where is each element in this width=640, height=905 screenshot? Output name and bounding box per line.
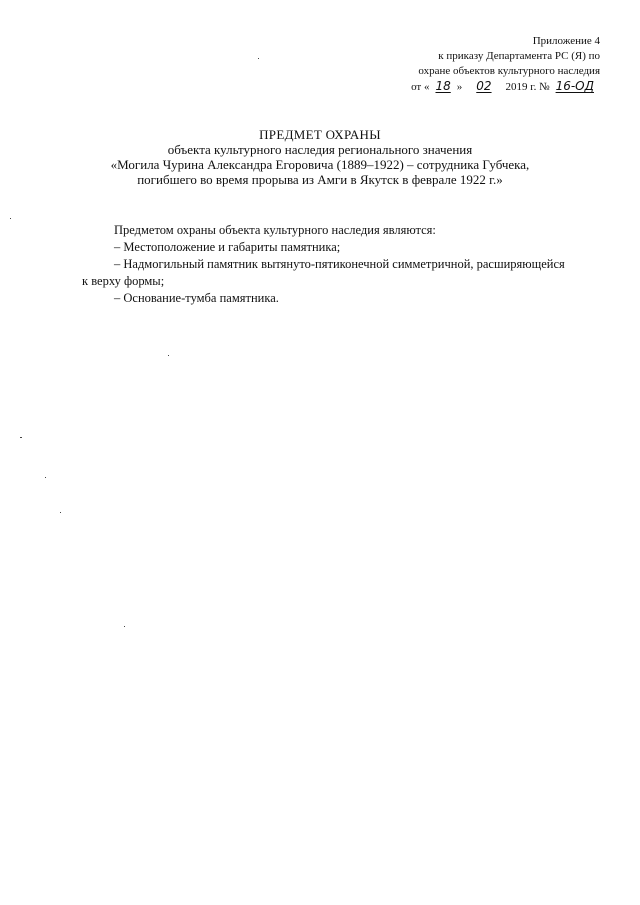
- list-item-base: – Основание-тумба памятника.: [114, 291, 279, 305]
- scan-speck: [60, 512, 61, 513]
- list-item-location: – Местоположение и габариты памятника;: [114, 240, 341, 254]
- date-prefix: от «: [411, 81, 430, 93]
- year-number-label: 2019 г. №: [505, 81, 550, 93]
- scan-speck: [10, 218, 11, 219]
- scan-speck: [124, 626, 125, 627]
- body-text: [82, 222, 590, 307]
- handwritten-day: 18: [435, 79, 451, 93]
- scan-speck: [20, 437, 22, 438]
- scan-speck: [168, 355, 169, 356]
- appendix-order-ref: к приказу Департамента РС (Я) по: [438, 50, 600, 62]
- document-heading: ПРЕДМЕТ ОХРАНЫ: [259, 127, 381, 142]
- title-line-2: «Могила Чурина Александра Егоровича (1889–1922) – сотрудника Губчека,: [110, 157, 530, 172]
- title-line-3: погибшего во время прорыва из Амги в Якутск в феврале 1922 г.»: [137, 172, 503, 187]
- handwritten-order-number: 16-ОД: [555, 79, 594, 93]
- appendix-block: [360, 34, 600, 95]
- list-item-monument: [82, 256, 590, 290]
- list-item-monument-end: к верху формы;: [82, 274, 165, 288]
- scan-speck: [45, 477, 46, 478]
- order-date-line: [360, 79, 600, 95]
- date-mid: »: [456, 81, 463, 93]
- title-line-1: объекта культурного наследия регионального значения: [167, 142, 473, 157]
- scan-speck: [258, 58, 259, 59]
- appendix-title: Приложение 4: [532, 35, 600, 47]
- appendix-department: охране объектов культурного наследия: [418, 65, 600, 77]
- intro-paragraph: Предметом охраны объекта культурного наследия являются:: [114, 223, 436, 237]
- handwritten-month: 02: [476, 79, 492, 93]
- list-item-monument-start: – Надмогильный памятник вытянуто-пятиконечной симметричной, расширяющейся: [114, 257, 565, 271]
- title-block: [0, 127, 640, 187]
